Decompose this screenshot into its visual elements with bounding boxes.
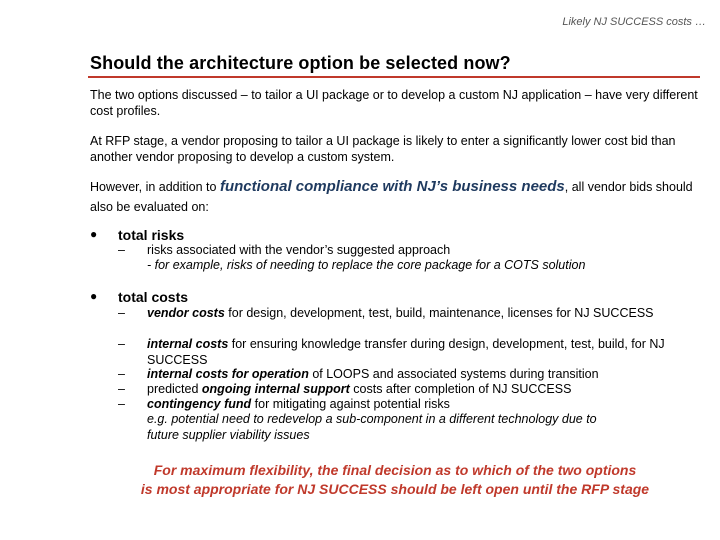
sub-item-text: [147, 306, 697, 322]
term-description: for mitigating against potential risks: [251, 397, 450, 411]
title-divider: [88, 76, 700, 78]
contingency-example-note: e.g. potential need to redevelop a sub-component in a different technology due to: [147, 412, 597, 426]
strong-term: internal costs: [147, 337, 229, 351]
slide-title: Should the architecture option be selected now?: [90, 53, 511, 73]
sub-item-text: risks associated with the vendor’s suggested approach: [147, 243, 451, 257]
dash-marker: –: [118, 397, 125, 411]
dash-marker: –: [118, 367, 125, 381]
term-prefix: predicted: [147, 382, 202, 396]
header-note: Likely NJ SUCCESS costs …: [562, 16, 706, 28]
sub-item-text: [147, 397, 697, 413]
strong-term: ongoing internal support: [201, 382, 350, 396]
term-description: for design, development, test, build, maintenance, licenses for NJ SUCCESS: [224, 306, 654, 320]
dash-marker: –: [118, 243, 125, 257]
term-description: for ensuring knowledge transfer during design, development, test, build, for NJ SUCCESS: [147, 337, 665, 367]
bullet-dot-icon: ●: [90, 289, 98, 303]
sub-item-text: [147, 367, 697, 383]
evaluation-text-start: However, in addition to: [90, 180, 220, 194]
evaluation-text-end: , all vendor bids should also be evaluated on:: [90, 180, 693, 214]
dash-marker: –: [118, 306, 125, 320]
strong-term: internal costs for operation: [147, 367, 309, 381]
strong-term: contingency fund: [147, 397, 252, 411]
functional-compliance-emphasis: functional compliance with NJ’s business needs: [219, 178, 565, 195]
risk-example-note: - for example, risks of needing to replace the core package for a COTS solution: [147, 258, 586, 272]
dash-marker: –: [118, 382, 125, 396]
bullet-dot-icon: ●: [90, 227, 98, 241]
strong-term: vendor costs: [147, 306, 225, 320]
dash-marker: –: [118, 337, 125, 351]
evaluation-paragraph: [90, 177, 700, 217]
term-description: costs after completion of NJ SUCCESS: [349, 382, 572, 396]
term-description: of LOOPS and associated systems during transition: [308, 367, 599, 381]
contingency-example-note-cont: future supplier viability issues: [147, 428, 310, 442]
intro-paragraph: The two options discussed – to tailor a UI package or to develop a custom NJ application – have very different cost profiles.: [90, 88, 698, 118]
conclusion-line-1: For maximum flexibility, the final decision as to which of the two options: [153, 462, 637, 478]
conclusion-line-2: is most appropriate for NJ SUCCESS should be left open until the RFP stage: [140, 481, 650, 497]
bullet-label: total risks: [118, 227, 185, 243]
bullet-label: total costs: [118, 289, 189, 305]
sub-item-text: [147, 337, 697, 368]
rfp-paragraph: At RFP stage, a vendor proposing to tailor a UI package is likely to enter a significantly lower cost bid than another vendor proposing to develop a custom system.: [90, 134, 676, 164]
sub-item-text: [147, 382, 697, 398]
